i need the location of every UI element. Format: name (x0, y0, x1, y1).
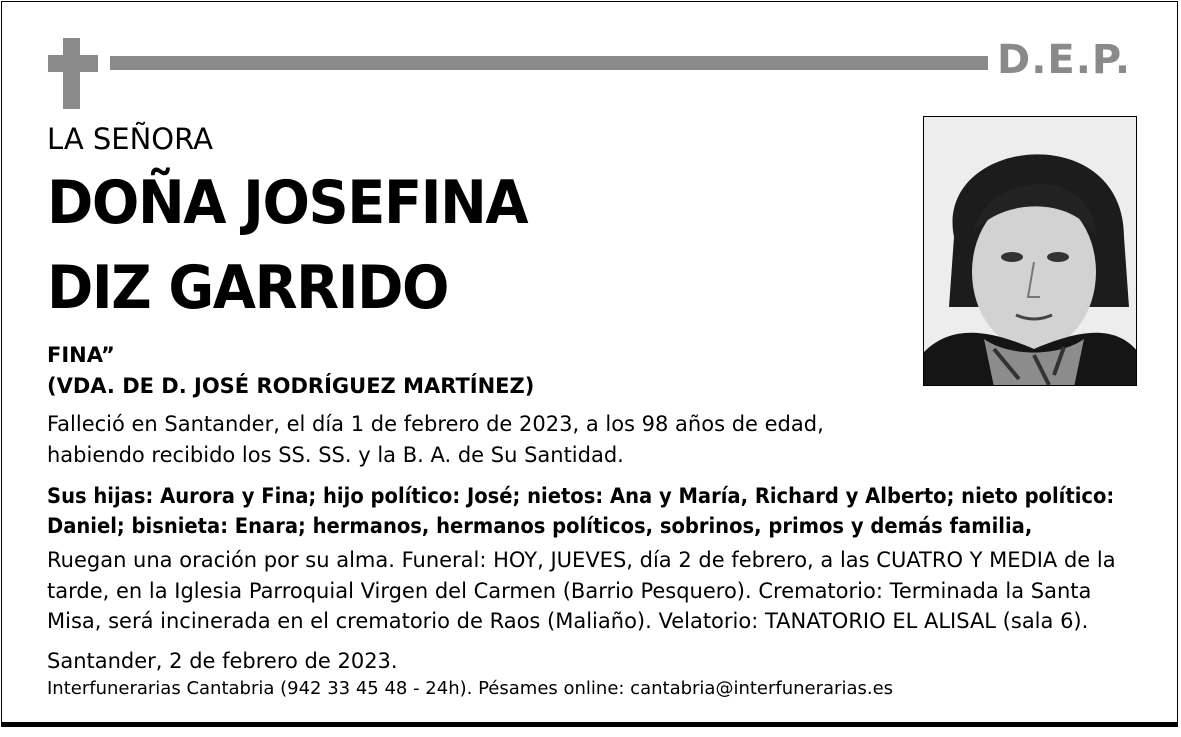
dep-label: D.E.P. (997, 37, 1132, 83)
funeral-info-line3: Misa, será incinerada en el crematorio de Raos (Maliaño). Velatorio: TANATORIO EL ALISAL (sala 6). (47, 609, 1089, 633)
header-rule (110, 56, 988, 70)
portrait-photo (923, 116, 1137, 386)
family-line2: Daniel; bisnieta: Enara; hermanos, hermanos políticos, sobrinos, primos y demás familia, (47, 514, 1033, 538)
funeral-info-line1: Ruegan una oración por su alma. Funeral: HOY, JUEVES, día 2 de febrero, a las CUATRO Y MEDIA de la (47, 548, 1116, 572)
portrait-image (924, 117, 1137, 386)
cross-icon-bar (48, 55, 98, 72)
place-date: Santander, 2 de febrero de 2023. (47, 649, 398, 673)
contact-info: Interfunerarias Cantabria (942 33 45 48 - 24h). Pésames online: cantabria@interfunerarias.es (47, 678, 894, 699)
cross-icon (63, 38, 80, 109)
funeral-info-line2: tarde, en la Iglesia Parroquial Virgen del Carmen (Barrio Pesquero). Crematorio: Terminada la Santa (47, 579, 1092, 603)
deceased-name-line2: DIZ GARRIDO (47, 253, 449, 323)
widow-of: (VDA. DE D. JOSÉ RODRÍGUEZ MARTÍNEZ) (47, 374, 535, 398)
death-details-line2: habiendo recibido los SS. SS. y la B. A. de Su Santidad. (47, 443, 624, 467)
deceased-name-line1: DOÑA JOSEFINA (47, 168, 528, 238)
family-line1: Sus hijas: Aurora y Fina; hijo político: José; nietos: Ana y María, Richard y Alberto; nieto político: (47, 484, 1115, 508)
alias: FINA” (47, 343, 115, 367)
honorific: LA SEÑORA (47, 122, 213, 156)
death-details-line1: Falleció en Santander, el día 1 de febrero de 2023, a los 98 años de edad, (47, 412, 824, 436)
